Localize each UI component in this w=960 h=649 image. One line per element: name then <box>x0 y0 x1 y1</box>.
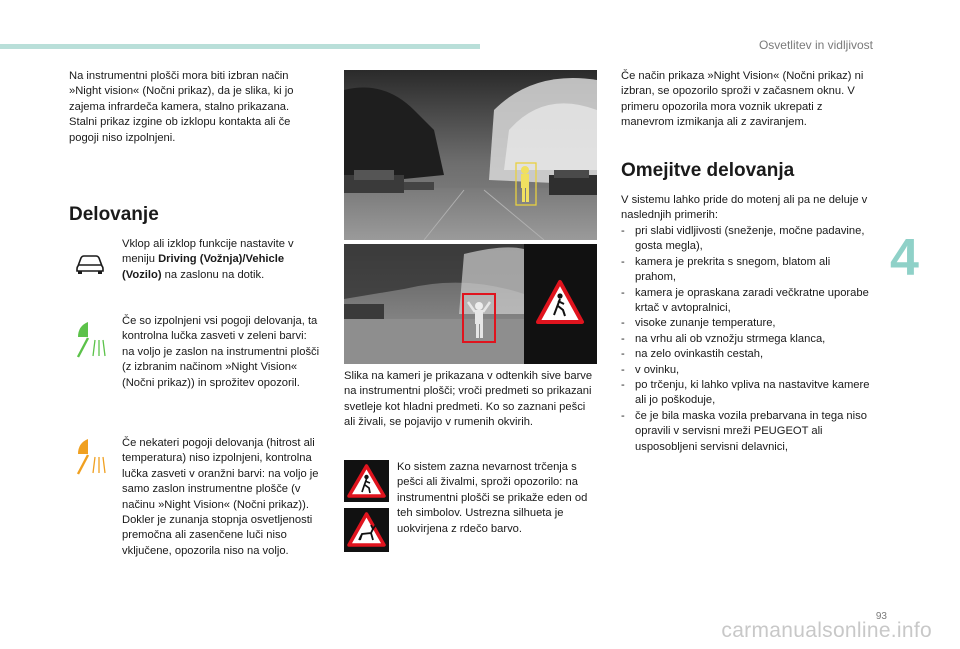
list-item: - če je bila maska vozila prebarvana in tega niso opravili v servisni mreži PEUGEOT ali usposobljeni servisni delavnici, <box>621 409 871 455</box>
list-item: - na zelo ovinkastih cestah, <box>621 347 871 362</box>
col1-item1-paragraph <box>122 237 322 283</box>
col2-caption-paragraph: Slika na kameri je prikazana v odtenkih sive barve na instrumentni plošči; vroči predmeti so prikazani svetleje kot hladni predmeti. Ko so zaznani pešci ali živali, se pojavijo v rumenih okvirih. <box>344 370 593 429</box>
col3-intro-paragraph: Če način prikaza »Night Vision« (Nočni prikaz) ni izbran, se opozorilo sproži v začasnem oknu. V primeru opozorila mora voznik ukrepati z manevrom izmikanja ali z zaviranjem. <box>621 70 864 129</box>
deer-alert-symbol <box>344 508 389 552</box>
heading-omejitve-delovanja: Omejitve delovanja <box>621 160 795 181</box>
page-number: 93 <box>875 611 887 622</box>
deer-warning-icon <box>344 508 389 552</box>
pedestrian-warning-icon <box>344 460 389 502</box>
col1-intro-paragraph: Na instrumentni plošči mora biti izbran način »Night vision« (Nočni prikaz), da je slika, ki jo zajema infrardeča kamera, stalno prikazana. Stalni prikaz izgine ob izklopu kontakta ali če pogoji niso izpolnjeni. <box>69 70 294 144</box>
night-vision-lamp-orange-icon <box>75 437 109 475</box>
pedestrian-alert-symbol <box>344 460 389 502</box>
list-item: - po trčenju, ki lahko vpliva na nastavitve kamere ali jo poškoduje, <box>621 378 871 409</box>
col3-lead-paragraph: V sistemu lahko pride do motenj ali pa ne deluje v naslednjih primerih: <box>621 194 868 222</box>
col1-item2-paragraph: Če so izpolnjeni vsi pogoji delovanja, ta kontrolna lučka zasveti v zeleni barvi: na voljo je zaslon na instrumentni plošči (z izbranim načinom »Night Vision« (Nočni prikaz)) in sprožitev opozoril. <box>122 315 320 389</box>
thermal-camera-image-top <box>344 70 597 240</box>
list-item: - na vrhu ali ob vznožju strmega klanca, <box>621 332 871 347</box>
watermark-text: carmanualsonline.info <box>721 619 932 642</box>
col1-item3-paragraph: Če nekateri pogoji delovanja (hitrost ali temperatura) niso izpolnjeni, kontrolna lučka zasveti v oranžni barvi: na voljo je samo zaslon instrumentne plošče (v načinu »Night Vision« (Nočni prikaz)). Dokler je zunanja stopnja osvetljenosti premočna ali zasenčene luči niso vključene, opozorila niso na voljo. <box>122 437 319 557</box>
menu-path-bold: Driving (Vožnja)/Vehicle (Vozilo) <box>122 253 285 281</box>
thermal-camera-image-bottom <box>344 244 524 364</box>
pedestrian-warning-icon <box>524 244 597 364</box>
header-accent-bar <box>0 44 480 49</box>
col2-alert-paragraph: Ko sistem zazna nevarnost trčenja s pešci ali živalmi, sproži opozorilo: na instrumentni plošči se prikaže eden od teh simbolov. Ustrezna silhueta je uokvirjena z rdečo barvo. <box>397 461 588 535</box>
item1-text-start: Vklop ali izklop funkcije nastavite v meniju <box>122 238 294 266</box>
list-item: - kamera je prekrita s snegom, blatom ali prahom, <box>621 255 871 286</box>
heading-delovanje: Delovanje <box>69 204 159 225</box>
list-item: - pri slabi vidljivosti (sneženje, močne padavine, gosta megla), <box>621 224 871 255</box>
limitations-list <box>621 224 871 455</box>
item1-text-end: na zaslonu na dotik. <box>161 268 265 281</box>
list-item: - v ovinku, <box>621 363 871 378</box>
list-item: - kamera je opraskana zaradi večkratne uporabe krtač v avtopralnici, <box>621 286 871 317</box>
car-outline-icon <box>75 251 105 275</box>
section-title: Osvetlitev in vidljivost <box>758 38 873 52</box>
warning-symbol-panel <box>524 244 597 364</box>
chapter-number: 4 <box>890 229 919 287</box>
list-item: - visoke zunanje temperature, <box>621 316 871 331</box>
night-vision-lamp-green-icon <box>75 320 109 358</box>
